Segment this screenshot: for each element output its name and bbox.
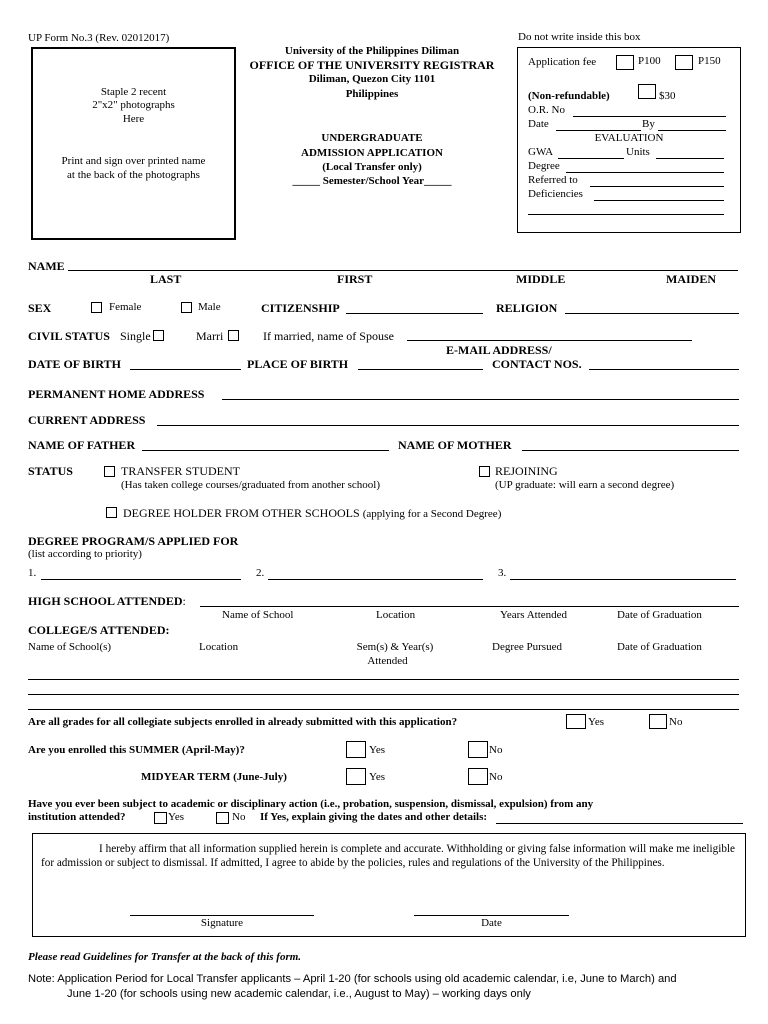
citizenship-line[interactable] (346, 313, 483, 314)
college-label: COLLEGE/S ATTENDED: (28, 623, 170, 637)
college-graduation-caption: Date of Graduation (617, 641, 702, 653)
pob-label: PLACE OF BIRTH (247, 357, 349, 371)
p150-checkbox[interactable] (675, 55, 693, 70)
midyear-yes-checkbox[interactable] (346, 768, 366, 785)
transfer-student-note: (Has taken college courses/graduated from another school) (121, 479, 381, 491)
religion-label: RELIGION (496, 301, 558, 315)
dob-line[interactable] (130, 369, 241, 370)
spouse-line[interactable] (407, 340, 692, 341)
form-number: UP Form No.3 (Rev. 02012017) (28, 32, 170, 44)
disciplinary-question-1: Have you ever been subject to academic or disciplinary action (i.e., probation, suspension, dismissal, expulsion) from any (28, 798, 594, 810)
summer-yes-label: Yes (369, 744, 386, 756)
college-sem-caption-2: Attended (367, 655, 408, 667)
permanent-address-line[interactable] (222, 399, 739, 400)
summer-no-label: No (489, 744, 503, 756)
grades-question: Are all grades for all collegiate subjects enrolled in already submitted with this application? (28, 716, 458, 728)
program-1-line[interactable] (41, 579, 241, 580)
pob-line[interactable] (358, 369, 483, 370)
photo-instruction-4: Print and sign over printed name (61, 155, 206, 167)
gwa-line[interactable] (558, 158, 624, 159)
form-title-1: UNDERGRADUATE (321, 132, 423, 144)
high-school-colon: : (182, 594, 186, 608)
disciplinary-no-checkbox[interactable] (216, 812, 229, 824)
disciplinary-explain-line[interactable] (496, 823, 743, 824)
midyear-no-label: No (489, 771, 503, 783)
program-2-line[interactable] (268, 579, 483, 580)
evaluation-label: EVALUATION (594, 132, 664, 144)
citizenship-label: CITIZENSHIP (261, 301, 340, 315)
name-middle-caption: MIDDLE (516, 272, 566, 286)
summer-question: Are you enrolled this SUMMER (April-May)? (28, 744, 245, 756)
date-label: Date (528, 118, 549, 130)
or-no-line[interactable] (573, 116, 726, 117)
college-line-3[interactable] (28, 709, 739, 710)
college-degree-caption: Degree Pursued (492, 641, 562, 653)
deficiencies-line[interactable] (594, 200, 724, 201)
office-country: Philippines (345, 88, 399, 100)
transfer-student-checkbox[interactable] (104, 466, 115, 477)
high-school-label (28, 594, 186, 609)
affirmation-box (32, 833, 746, 937)
application-period-note-2: June 1-20 (for schools using new academic calendar, i.e., August to May) – working days only (67, 988, 531, 1000)
contact-line[interactable] (589, 369, 739, 370)
father-line[interactable] (142, 450, 389, 451)
degree-programs-note: (list according to priority) (28, 548, 142, 560)
disciplinary-no-label: No (232, 811, 246, 823)
degree-holder-note: (applying for a Second Degree) (362, 508, 502, 520)
rejoining-note: (UP graduate: will earn a second degree) (495, 479, 675, 491)
summer-no-checkbox[interactable] (468, 741, 488, 758)
religion-line[interactable] (565, 313, 739, 314)
status-label: STATUS (28, 464, 73, 478)
p150-label: P150 (698, 55, 721, 67)
grades-yes-label: Yes (588, 716, 605, 728)
name-last-caption: LAST (150, 272, 182, 286)
application-fee-label: Application fee (528, 56, 597, 68)
hs-graduation-caption: Date of Graduation (617, 609, 702, 621)
grades-no-checkbox[interactable] (649, 714, 667, 729)
single-label: Single (120, 329, 151, 343)
grades-no-label: No (669, 716, 683, 728)
degree-holder-label (123, 506, 501, 521)
mother-label: NAME OF MOTHER (398, 438, 512, 452)
hs-location-caption: Location (376, 609, 416, 621)
deficiencies-line-2[interactable] (528, 214, 724, 215)
father-label: NAME OF FATHER (28, 438, 136, 452)
married-label: Marri (196, 329, 224, 343)
referred-line[interactable] (590, 186, 724, 187)
university-name: University of the Philippines Diliman (284, 45, 460, 57)
grades-yes-checkbox[interactable] (566, 714, 586, 729)
program-3-number: 3. (498, 567, 507, 579)
transfer-student-label: TRANSFER STUDENT (121, 464, 241, 478)
photo-instruction-5: at the back of the photographs (67, 169, 200, 181)
disciplinary-yes-label: Yes (168, 811, 185, 823)
spouse-label: If married, name of Spouse (263, 329, 394, 343)
hs-name-caption: Name of School (222, 609, 294, 621)
guidelines-note: Please read Guidelines for Transfer at the back of this form. (28, 951, 302, 963)
male-label: Male (198, 301, 221, 313)
sex-label: SEX (28, 301, 52, 315)
mother-line[interactable] (522, 450, 739, 451)
p100-label: P100 (638, 55, 661, 67)
college-line-1[interactable] (28, 679, 739, 680)
program-1-number: 1. (28, 567, 37, 579)
date-signed-line[interactable] (414, 915, 569, 916)
college-name-caption: Name of School(s) (28, 641, 112, 653)
deficiencies-label: Deficiencies (528, 188, 583, 200)
office-use-box (517, 47, 741, 233)
female-checkbox[interactable] (91, 302, 102, 313)
signature-line[interactable] (130, 915, 314, 916)
name-first-caption: FIRST (337, 272, 373, 286)
high-school-text: HIGH SCHOOL ATTENDED (28, 594, 183, 608)
permanent-address-label: PERMANENT HOME ADDRESS (28, 387, 205, 401)
by-line[interactable] (658, 130, 726, 131)
hs-years-caption: Years Attended (500, 609, 568, 621)
dob-label: DATE OF BIRTH (28, 357, 121, 371)
current-address-label: CURRENT ADDRESS (28, 413, 146, 427)
form-title-semester: _____ Semester/School Year_____ (292, 175, 452, 187)
email-label: E-MAIL ADDRESS/ (446, 343, 552, 357)
or-no-label: O.R. No (528, 104, 565, 116)
name-label: NAME (28, 259, 65, 273)
civil-status-label: CIVIL STATUS (28, 329, 110, 343)
degree-label: Degree (528, 160, 560, 172)
name-line[interactable] (68, 270, 738, 271)
gwa-label: GWA (528, 146, 554, 158)
disciplinary-explain-label: If Yes, explain giving the dates and other details: (260, 811, 488, 823)
college-sem-caption-1: Sem(s) & Year(s) (356, 641, 434, 653)
form-title-2: ADMISSION APPLICATION (301, 147, 443, 159)
units-label: Units (626, 146, 650, 158)
summer-yes-checkbox[interactable] (346, 741, 366, 758)
photo-instruction-1: Staple 2 recent (100, 86, 167, 98)
degree-holder-checkbox[interactable] (106, 507, 117, 518)
midyear-question: MIDYEAR TERM (June-July) (141, 771, 287, 783)
date-line[interactable] (556, 130, 641, 131)
current-address-line[interactable] (157, 425, 739, 426)
degree-line[interactable] (566, 172, 724, 173)
rejoining-checkbox[interactable] (479, 466, 490, 477)
female-label: Female (109, 301, 142, 313)
photo-box (31, 47, 236, 240)
single-checkbox[interactable] (153, 330, 164, 341)
midyear-no-checkbox[interactable] (468, 768, 488, 785)
office-box-caption: Do not write inside this box (518, 31, 641, 43)
degree-programs-label: DEGREE PROGRAM/S APPLIED FOR (28, 534, 239, 548)
units-line[interactable] (656, 158, 724, 159)
married-checkbox[interactable] (228, 330, 239, 341)
male-checkbox[interactable] (181, 302, 192, 313)
date-signed-caption: Date (481, 917, 502, 929)
disciplinary-yes-checkbox[interactable] (154, 812, 167, 824)
college-line-2[interactable] (28, 694, 739, 695)
photo-instruction-2: 2"x2" photographs (92, 99, 175, 111)
p100-checkbox[interactable] (616, 55, 634, 70)
office-name: OFFICE OF THE UNIVERSITY REGISTRAR (249, 58, 495, 72)
program-2-number: 2. (256, 567, 265, 579)
disciplinary-question-2: institution attended? (28, 811, 126, 823)
application-period-note-1: Note: Application Period for Local Transfer applicants – April 1-20 (for schools using old academic calendar, i.e, June to March) and (28, 973, 677, 985)
affirmation-text: I hereby affirm that all information supplied herein is complete and accurate. Withholding or giving false information will make me ineligible for admission or subject to dismissal. If admitted, I agree to abide by the policies, rules and regulations of the University of the Philippines. (41, 843, 735, 869)
degree-holder-text: DEGREE HOLDER FROM OTHER SCHOOLS (123, 506, 360, 520)
college-location-caption: Location (199, 641, 239, 653)
office-city: Diliman, Quezon City 1101 (308, 73, 436, 85)
usd30-label: $30 (659, 90, 676, 102)
by-label: By (642, 118, 655, 130)
midyear-yes-label: Yes (369, 771, 386, 783)
referred-label: Referred to (528, 174, 578, 186)
non-refundable-label: (Non-refundable) (528, 90, 610, 102)
signature-caption: Signature (200, 917, 244, 929)
name-maiden-caption: MAIDEN (666, 272, 716, 286)
usd30-checkbox[interactable] (638, 84, 656, 99)
form-title-3: (Local Transfer only) (322, 161, 422, 173)
program-3-line[interactable] (510, 579, 736, 580)
high-school-line[interactable] (200, 606, 739, 607)
rejoining-label: REJOINING (495, 464, 558, 478)
contact-label: CONTACT NOS. (492, 357, 582, 371)
photo-instruction-3: Here (122, 113, 145, 125)
